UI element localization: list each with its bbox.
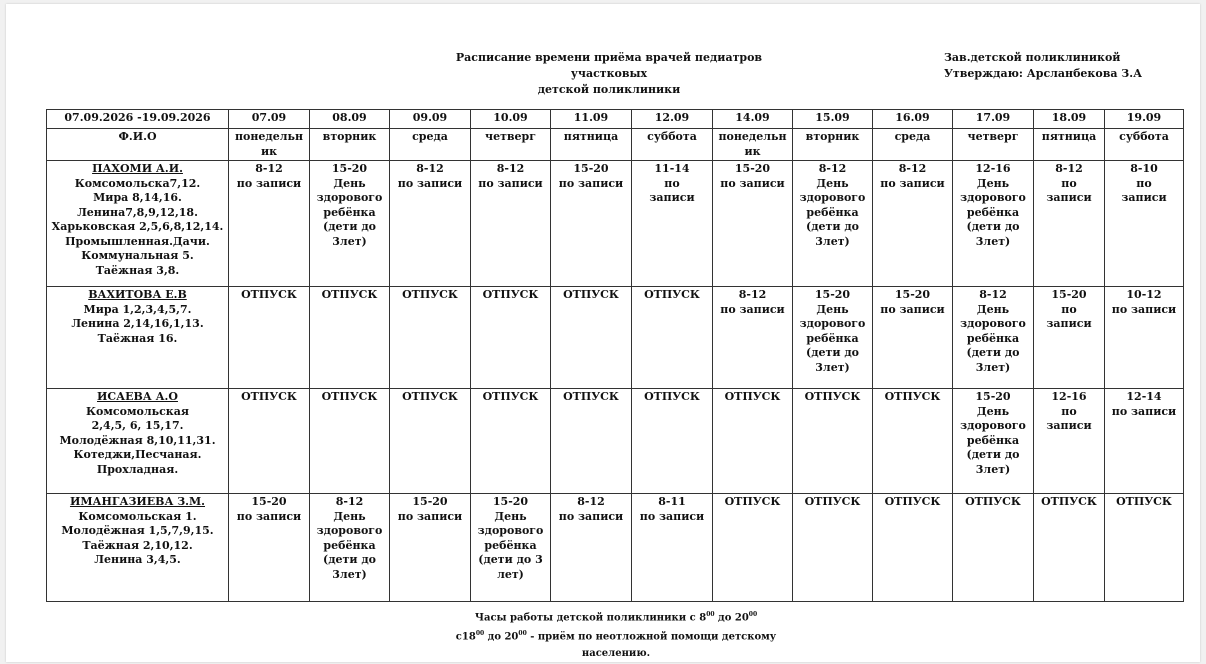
date-cell: 08.09 [310, 110, 390, 129]
schedule-text: по записи [478, 176, 543, 190]
doctor-address-line: 2,4,5, 6, 15,17. [91, 419, 184, 432]
vacation-cell [310, 389, 390, 494]
schedule-text: ОТПУСК [644, 390, 700, 403]
footer-note [426, 607, 806, 662]
approval-block [944, 50, 1184, 82]
schedule-cell [1105, 287, 1184, 389]
schedule-text: 8-12 [496, 162, 525, 175]
schedule-text: 3лет) [815, 360, 850, 374]
date-cell: 09.09 [390, 110, 471, 129]
schedule-text: 15-20 [251, 495, 287, 508]
doctor-address-line: Ленина 3,4,5. [94, 553, 181, 566]
schedule-text: записи [649, 191, 695, 204]
schedule-text: ребёнка [966, 205, 1020, 219]
schedule-text: по записи [1111, 404, 1177, 418]
schedule-text: по записи [1111, 302, 1177, 316]
schedule-text: 8-12 [979, 288, 1007, 301]
schedule-text: 15-20 [412, 495, 448, 508]
doctor-name: ВАХИТОВА Е.В [88, 288, 187, 301]
schedule-text: здорового [960, 419, 1026, 432]
schedule-text: здорового [316, 524, 383, 537]
schedule-cell [1034, 389, 1105, 494]
weekday-cell: пятница [1034, 129, 1105, 161]
doctor-address-line: Котеджи,Песчаная. [73, 448, 202, 461]
schedule-cell [713, 161, 793, 287]
schedule-text: 15-20 [975, 390, 1011, 403]
date-cell: 19.09 [1105, 110, 1184, 129]
schedule-text: здорового [960, 191, 1026, 204]
doctor-info-cell [47, 287, 229, 389]
doctor-row [47, 161, 1184, 287]
schedule-text: ОТПУСК [724, 495, 781, 508]
schedule-text: по [1061, 302, 1077, 316]
doctor-row [47, 287, 1184, 389]
schedule-cell [471, 161, 551, 287]
document-title [434, 50, 784, 98]
schedule-text: ребёнка [484, 538, 537, 552]
schedule-text: здорового [799, 191, 866, 204]
schedule-text: ребёнка [966, 433, 1020, 447]
schedule-text: по записи [558, 509, 624, 523]
schedule-text: по записи [236, 509, 302, 523]
schedule-text: ОТПУСК [644, 288, 700, 301]
schedule-text: 8-10 [1130, 162, 1158, 175]
doctor-address-line: Мира 8,14,16. [93, 191, 182, 204]
vacation-cell [229, 389, 310, 494]
vacation-cell [873, 389, 953, 494]
schedule-cell [953, 161, 1034, 287]
schedule-text: 3лет) [332, 567, 367, 581]
weekday-cell: понедельник [713, 129, 793, 161]
schedule-text: ОТПУСК [724, 390, 781, 403]
schedule-cell [713, 287, 793, 389]
vacation-cell [551, 389, 632, 494]
schedule-table [46, 109, 1184, 602]
header-days-row [47, 129, 1184, 161]
schedule-text: по записи [397, 176, 463, 190]
vacation-cell [713, 494, 793, 602]
vacation-cell [1034, 494, 1105, 602]
schedule-text: по записи [639, 509, 705, 523]
doctor-address-line: Ленина 2,14,16,1,13. [71, 317, 204, 330]
schedule-text: (дети до 3 [478, 553, 543, 566]
weekday-cell: вторник [793, 129, 873, 161]
schedule-text: 3лет) [332, 234, 367, 248]
weekday-cell: четверг [471, 129, 551, 161]
schedule-text: 12-16 [1051, 390, 1087, 403]
vacation-cell [229, 287, 310, 389]
schedule-text: День [333, 176, 366, 190]
doctor-name: ИМАНГАЗИЕВА З.М. [69, 495, 206, 508]
schedule-cell [310, 494, 390, 602]
schedule-text: ОТПУСК [241, 288, 297, 301]
date-cell: 14.09 [713, 110, 793, 129]
doctor-address-line: Коммунальная 5. [81, 249, 194, 262]
schedule-text: 15-20 [814, 288, 851, 301]
schedule-cell [390, 494, 471, 602]
schedule-text: ребёнка [966, 331, 1020, 345]
weekday-cell: суббота [1105, 129, 1184, 161]
schedule-text: 15-20 [894, 288, 931, 301]
schedule-text: День [816, 302, 849, 316]
vacation-cell [390, 287, 471, 389]
schedule-text: записи [1046, 191, 1092, 204]
doctor-address-line: Харьковская 2,5,6,8,12,14. [51, 220, 224, 233]
date-cell: 18.09 [1034, 110, 1105, 129]
schedule-text: День [333, 509, 366, 523]
vacation-cell [632, 389, 713, 494]
schedule-text: ребёнка [806, 205, 859, 219]
schedule-text: (дети до [966, 220, 1020, 233]
schedule-cell [953, 389, 1034, 494]
schedule-text: (дети до [805, 220, 859, 233]
doctor-name: ПАХОМИ А.И. [92, 162, 183, 175]
schedule-text: ОТПУСК [884, 390, 941, 403]
schedule-cell [1034, 161, 1105, 287]
schedule-text: 15-20 [573, 162, 609, 175]
schedule-text: День [816, 176, 849, 190]
schedule-text: 8-12 [255, 162, 283, 175]
period-cell: 07.09.2026 -19.09.2026 [47, 110, 229, 129]
schedule-text: ОТПУСК [563, 288, 619, 301]
schedule-text: ребёнка [806, 331, 859, 345]
doctor-address-line: Промышленная.Дачи. [65, 234, 210, 248]
date-cell: 16.09 [873, 110, 953, 129]
schedule-cell [1105, 161, 1184, 287]
title-line-2: детской поликлиники [537, 83, 681, 96]
schedule-text: записи [1121, 191, 1167, 204]
schedule-text: (дети до [966, 346, 1020, 359]
vacation-cell [1105, 494, 1184, 602]
weekday-cell: четверг [953, 129, 1034, 161]
schedule-text: 15-20 [1051, 288, 1087, 301]
schedule-text: 11-14 [654, 162, 690, 175]
schedule-text: 15-20 [331, 162, 368, 175]
doctor-info-cell [47, 389, 229, 494]
schedule-text: по [1061, 404, 1077, 418]
schedule-text: по записи [236, 176, 302, 190]
schedule-cell [390, 161, 471, 287]
approval-line-2: Утверждаю: Арсланбекова З.А [944, 67, 1143, 80]
weekday-cell: пятница [551, 129, 632, 161]
date-cell: 07.09 [229, 110, 310, 129]
date-cell: 15.09 [793, 110, 873, 129]
doctor-address-line: Прохладная. [96, 462, 179, 476]
schedule-text: 10-12 [1126, 288, 1162, 301]
vacation-cell [793, 389, 873, 494]
doctor-address-line: Комсомольская [86, 404, 189, 418]
doctor-address-line: Комсомольская 1. [78, 509, 197, 523]
doctor-address-line: Таёжная 2,10,12. [82, 538, 193, 552]
schedule-text: ОТПУСК [321, 390, 378, 403]
doctor-address-line: Ленина7,8,9,12,18. [77, 205, 198, 219]
schedule-text: 8-12 [818, 162, 847, 175]
schedule-cell [632, 494, 713, 602]
vacation-cell [632, 287, 713, 389]
schedule-text: День [494, 509, 527, 523]
doctor-address-line: Мира 1,2,3,4,5,7. [83, 302, 192, 316]
weekday-cell: среда [873, 129, 953, 161]
weekday-cell: вторник [310, 129, 390, 161]
vacation-cell [713, 389, 793, 494]
schedule-text: ОТПУСК [241, 390, 297, 403]
schedule-text: ОТПУСК [563, 390, 619, 403]
schedule-text: по [1136, 176, 1152, 190]
schedule-text: 8-12 [416, 162, 444, 175]
document-page [6, 4, 1200, 662]
schedule-text: 12-16 [975, 162, 1011, 175]
schedule-text: по записи [720, 176, 785, 190]
weekday-cell: понедельник [229, 129, 310, 161]
schedule-text: ОТПУСК [1041, 495, 1097, 508]
schedule-text: (дети до [322, 553, 376, 566]
schedule-text: ОТПУСК [965, 495, 1021, 508]
schedule-text: 8-12 [738, 288, 767, 301]
footer-line-1: Часы работы детской поликлиники с $8^{00}$ до $20^{00}$ [474, 611, 758, 624]
schedule-cell [873, 287, 953, 389]
schedule-cell [229, 161, 310, 287]
schedule-text: ребёнка [323, 205, 376, 219]
schedule-cell [1105, 389, 1184, 494]
schedule-cell [471, 494, 551, 602]
schedule-cell [310, 161, 390, 287]
doctor-info-cell [47, 161, 229, 287]
doctor-address-line: Комсомольска7,12. [74, 176, 201, 190]
doctor-address-line: Молодёжная 8,10,11,31. [59, 433, 216, 447]
doctor-row [47, 494, 1184, 602]
schedule-text: ОТПУСК [482, 390, 539, 403]
schedule-text: ОТПУСК [321, 288, 378, 301]
doctor-address-line: Таёжная 3,8. [95, 263, 180, 277]
schedule-cell [793, 161, 873, 287]
schedule-text: ребёнка [323, 538, 376, 552]
vacation-cell [793, 494, 873, 602]
vacation-cell [551, 287, 632, 389]
vacation-cell [390, 389, 471, 494]
doctor-row [47, 389, 1184, 494]
schedule-text: (дети до [322, 220, 376, 233]
date-cell: 12.09 [632, 110, 713, 129]
schedule-text: по [664, 176, 680, 190]
schedule-cell [793, 287, 873, 389]
schedule-text: День [976, 404, 1010, 418]
schedule-text: по записи [880, 176, 945, 190]
doctor-address-line: Таёжная 16. [97, 331, 178, 345]
doctor-name: ИСАЕВА А.О [97, 390, 178, 403]
fio-header-cell: Ф.И.О [47, 129, 229, 161]
vacation-cell [471, 389, 551, 494]
date-cell: 17.09 [953, 110, 1034, 129]
schedule-cell [873, 161, 953, 287]
title-line-1: Расписание времени приёма врачей педиатров участковых [455, 51, 763, 80]
schedule-text: 3лет) [815, 234, 850, 248]
schedule-cell [551, 161, 632, 287]
schedule-text: здорового [799, 317, 866, 330]
schedule-cell [551, 494, 632, 602]
schedule-text: 12-14 [1126, 390, 1162, 403]
schedule-text: ОТПУСК [402, 390, 458, 403]
header-dates-row [47, 110, 1184, 129]
weekday-cell: среда [390, 129, 471, 161]
schedule-text: ОТПУСК [804, 390, 861, 403]
schedule-text: по [1061, 176, 1077, 190]
schedule-text: по записи [880, 302, 945, 316]
schedule-text: ОТПУСК [482, 288, 539, 301]
doctor-info-cell [47, 494, 229, 602]
schedule-text: 3лет) [975, 462, 1011, 476]
schedule-text: 3лет) [975, 234, 1011, 248]
weekday-cell: суббота [632, 129, 713, 161]
schedule-text: по записи [397, 509, 463, 523]
schedule-text: ОТПУСК [804, 495, 861, 508]
schedule-text: записи [1046, 419, 1092, 432]
schedule-text: здорового [316, 191, 383, 204]
schedule-text: записи [1046, 317, 1092, 330]
schedule-text: День [976, 302, 1010, 316]
schedule-text: (дети до [805, 346, 859, 359]
schedule-text: по записи [558, 176, 624, 190]
schedule-text: День [976, 176, 1010, 190]
vacation-cell [873, 494, 953, 602]
vacation-cell [471, 287, 551, 389]
doctor-address-line: Молодёжная 1,5,7,9,15. [61, 524, 214, 537]
schedule-text: ОТПУСК [402, 288, 458, 301]
schedule-text: 15-20 [734, 162, 771, 175]
schedule-text: ОТПУСК [1116, 495, 1172, 508]
schedule-text: лет) [497, 567, 524, 581]
schedule-text: по записи [720, 302, 785, 316]
schedule-text: 8-12 [898, 162, 927, 175]
schedule-cell [953, 287, 1034, 389]
approval-line-1: Зав.детской поликлиникой [944, 51, 1121, 64]
schedule-cell [1034, 287, 1105, 389]
footer-line-2: $с18^{00}$ до $20^{00}$ - приём по неотложной помощи детскому населению. [455, 630, 777, 659]
schedule-text: (дети до [966, 448, 1020, 461]
schedule-text: 8-12 [335, 495, 364, 508]
schedule-text: здорового [477, 524, 544, 537]
date-cell: 11.09 [551, 110, 632, 129]
schedule-text: 15-20 [492, 495, 529, 508]
schedule-text: 8-12 [577, 495, 605, 508]
schedule-text: 8-12 [1055, 162, 1083, 175]
vacation-cell [953, 494, 1034, 602]
schedule-text: 3лет) [975, 360, 1011, 374]
schedule-text: 8-11 [658, 495, 686, 508]
schedule-cell [229, 494, 310, 602]
date-cell: 10.09 [471, 110, 551, 129]
schedule-text: ОТПУСК [884, 495, 941, 508]
schedule-text: здорового [960, 317, 1026, 330]
vacation-cell [310, 287, 390, 389]
schedule-cell [632, 161, 713, 287]
